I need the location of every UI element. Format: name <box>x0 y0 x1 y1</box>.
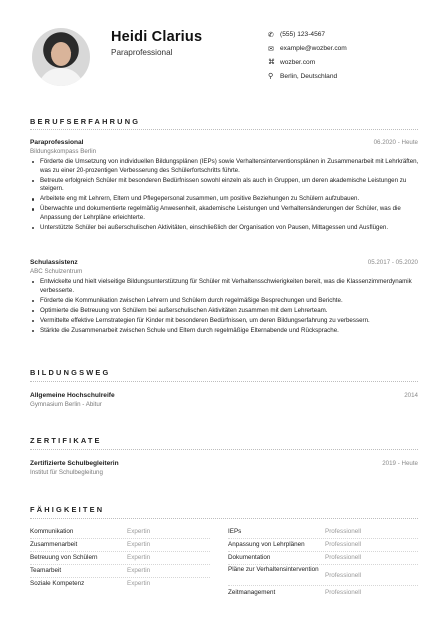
section-title-education: BILDUNGSWEG <box>30 368 111 377</box>
skill-name: Zeitmanagement <box>228 589 276 596</box>
job-bullets <box>30 278 420 337</box>
job-date: 05.2017 - 05.2020 <box>367 259 418 266</box>
education-org: Gymnasium Berlin - Abitur <box>30 401 102 408</box>
candidate-role: Paraprofessional <box>111 48 173 57</box>
section-divider <box>30 381 418 382</box>
contact-location: ⚲ Berlin, Deutschland <box>268 72 338 81</box>
skill-divider <box>228 551 418 552</box>
skill-level: Professionell <box>325 572 362 579</box>
list-item: Vermittelte effektive Lernstrategien für Kinder mit besonderen Bedürfnissen, um deren Bildungserfahrung zu verbessern. <box>30 317 420 326</box>
section-title-experience: BERUFSERFAHRUNG <box>30 117 141 126</box>
skill-divider <box>228 538 418 539</box>
skill-level: Professionell <box>325 554 362 561</box>
skill-level: Expertin <box>127 554 151 561</box>
link-icon: ⌘ <box>268 59 275 67</box>
list-item: Optimierte die Betreuung von Schülern bei außerschulischen Aktivitäten zusammen mit dem Lehrerteam. <box>30 307 420 316</box>
skill-divider <box>228 564 418 565</box>
skill-divider <box>30 538 210 539</box>
list-item: Förderte die Umsetzung von individuellen Bildungsplänen (IEPs) sowie Verhaltensinterventionsplänen in Zusammenarbeit mit Lehrkräften, was zu einer 20-prozentigen Verbesserung des Schülerfortschritts führte. <box>30 158 420 175</box>
skill-divider <box>30 577 210 578</box>
contact-phone: ✆ (555) 123-4567 <box>268 31 326 39</box>
skill-name: Kommunikation <box>30 528 74 535</box>
section-title-certificates: ZERTIFIKATE <box>30 436 102 445</box>
location-icon: ⚲ <box>268 73 274 81</box>
job-title: Paraprofessional <box>30 139 84 146</box>
skill-name: Soziale Kompetenz <box>30 580 85 587</box>
skill-level: Professionell <box>325 589 362 596</box>
job-bullets <box>30 158 420 234</box>
skill-name: Pläne zur Verhaltensintervention <box>228 566 319 573</box>
list-item: Überwachte und dokumentierte regelmäßig Anwesenheit, akademische Leistungen und Verhaltensänderungen der Schüler, was die Anpassung der Lehrpläne erleichterte. <box>30 205 420 222</box>
list-item: Betreute erfolgreich Schüler mit besonderen Bedürfnissen sowohl einzeln als auch in Gruppen, um deren akademische Leistungen zu steigern. <box>30 177 420 194</box>
skill-level: Expertin <box>127 528 151 535</box>
list-item: Entwickelte und hielt vielseitige Bildungsunterstützung für Schüler mit Verhaltensschwierigkeiten bereit, was die Klassenzimmerdynamik verbesserte. <box>30 278 420 295</box>
list-item: Unterstützte Schüler bei außerschulischen Aktivitäten, einschließlich der Organisation von Pausen, Mittagessen und Ausflügen. <box>30 224 420 233</box>
skill-divider <box>30 551 210 552</box>
certificate-title: Zertifizierte Schulbegleiterin <box>30 460 119 467</box>
candidate-name: Heidi Clarius <box>111 29 203 45</box>
section-title-skills: FÄHIGKEITEN <box>30 505 105 514</box>
list-item: Stärkte die Zusammenarbeit zwischen Schule und Eltern durch regelmäßige Elternabende und Rücksprache. <box>30 327 420 336</box>
job-date: 06.2020 - Heute <box>373 139 418 146</box>
skill-name: Anpassung von Lehrplänen <box>228 541 305 548</box>
skill-name: Dokumentation <box>228 554 271 561</box>
job-title: Schulassistenz <box>30 259 78 266</box>
skill-level: Expertin <box>127 580 151 587</box>
contact-list <box>268 28 438 83</box>
skill-name: IEPs <box>228 528 242 535</box>
certificate-date: 2019 - Heute <box>382 460 418 467</box>
profile-photo <box>32 28 90 86</box>
skill-level: Expertin <box>127 567 151 574</box>
certificate-org: Institut für Schulbegleitung <box>30 469 103 476</box>
list-item: Arbeitete eng mit Lehrern, Eltern und Pflegepersonal zusammen, um positive Beziehungen zu Schülern aufzubauen. <box>30 195 420 204</box>
skill-name: Zusammenarbeit <box>30 541 78 548</box>
skill-divider <box>30 564 210 565</box>
job-org: ABC Schulzentrum <box>30 268 83 275</box>
skill-level: Expertin <box>127 541 151 548</box>
section-divider <box>30 518 418 519</box>
list-item: Förderte die Kommunikation zwischen Lehrern und Schülern durch regelmäßige Besprechungen und Berichte. <box>30 297 420 306</box>
mail-icon: ✉ <box>268 45 274 53</box>
section-divider <box>30 129 418 130</box>
skill-level: Professionell <box>325 528 362 535</box>
skill-name: Betreuung von Schülern <box>30 554 98 561</box>
contact-website[interactable]: ⌘ wozber.com <box>268 58 316 67</box>
skill-level: Professionell <box>325 541 362 548</box>
education-title: Allgemeine Hochschulreife <box>30 392 115 399</box>
phone-icon: ✆ <box>268 31 274 39</box>
skill-name: Teamarbeit <box>30 567 62 574</box>
education-date: 2014 <box>404 392 418 399</box>
section-divider <box>30 449 418 450</box>
job-org: Bildungskompass Berlin <box>30 148 97 155</box>
skill-divider <box>228 585 418 586</box>
contact-email[interactable]: ✉ example@wozber.com <box>268 45 347 53</box>
